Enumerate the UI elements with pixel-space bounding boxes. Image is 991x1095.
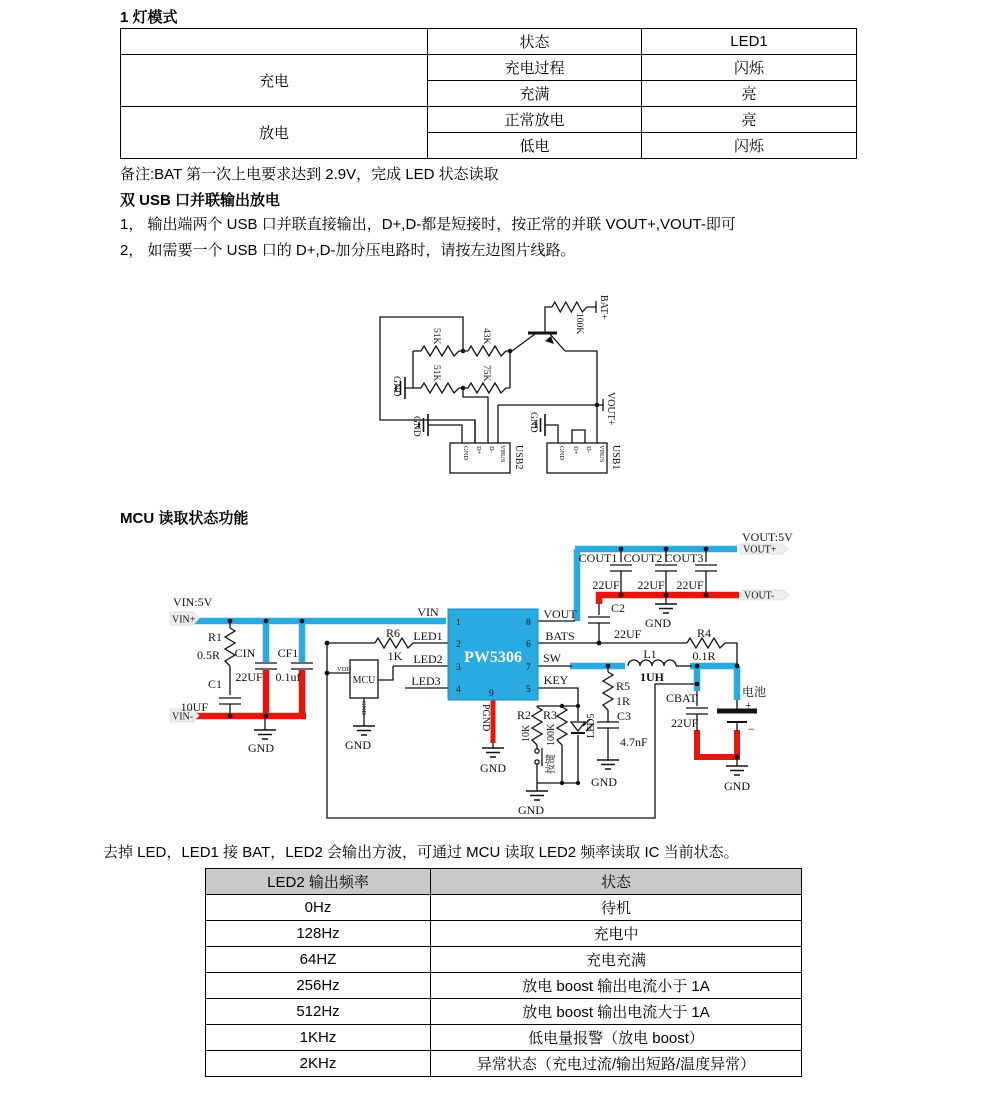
gnd-label: GND [528,412,538,433]
gnd-label: GND [724,779,750,793]
pw5306-schematic [0,525,991,837]
table-header-cell: LED2 输出频率 [206,869,431,895]
led2-label: LED2 [413,652,443,666]
r1-value: 0.5R [196,648,220,662]
table-cell: 闪烁 [642,133,857,159]
vout-pin-label: VOUT [543,607,577,621]
gnd-label: GND [391,376,401,397]
l1-value: 1UH [640,670,664,684]
cout2-label: COUT2 [623,551,663,565]
r5-label: R5 [616,679,631,693]
table-cell: 1KHz [206,1025,431,1051]
vout-plus-label: VOUT+ [605,392,616,426]
c3-label: C3 [617,709,632,723]
table-cell: 128Hz [206,921,431,947]
cbat-label: CBAT [666,691,697,705]
gnd-label: GND [480,761,506,775]
table-cell: 64HZ [206,947,431,973]
gnd-label: GND [411,416,421,437]
r2-label: R2 [516,708,531,722]
mcu-label: MCU [352,675,376,686]
cout1-value: 22UF [592,578,620,592]
table-cell: 亮 [642,107,857,133]
page-title: 1 灯模式 [120,9,178,26]
table-cell: 低电 [428,133,642,159]
table-row [206,999,802,1025]
pin-number: 3 [456,663,461,673]
led5-label: LED5 [586,713,597,738]
battery-label: 电池 [742,685,767,699]
pin-label: D- [585,446,592,453]
vin5v-label: VIN:5V [173,595,213,609]
table-row [206,973,802,999]
pin-label: VBUS [598,445,605,463]
cin-value: 22UF [235,670,263,684]
table-cell: 亮 [642,81,857,107]
pin-number: 1 [456,618,461,628]
table-cell: 充满 [428,81,642,107]
bats-label: BATS [545,629,575,643]
table-cell: 放电 boost 输出电流小于 1A [431,973,802,999]
list-item: 2， 如需要一个 USB 口的 D+,D-加分压电路时，请按左边图片线路。 [120,242,576,259]
mcu-gnd-label: GND [360,701,367,716]
table-cell: 2KHz [206,1051,431,1077]
cf1-value: 0.1uf [275,670,301,684]
r3-value: 100K [546,723,557,746]
r4-value: 0.1R [692,649,716,663]
table-cell: LED1 [642,29,857,55]
r3-label: R3 [542,708,557,722]
table-cell: 放电 boost 输出电流大于 1A [431,999,802,1025]
pin-label: D+ [475,446,482,455]
led3-label: LED3 [411,674,441,688]
pin-number: 6 [526,640,531,650]
cout2-value: 22UF [637,578,665,592]
vinp-label: VIN+ [172,614,196,626]
led-mode-table [120,28,857,159]
usb2-label: USB2 [513,445,524,470]
c3-value: 4.7nF [620,735,648,749]
l1-label: L1 [643,647,657,661]
table-row [121,29,857,55]
resistor-value: 100K [574,313,584,335]
usb-divider-schematic [370,285,650,495]
pin-number: 4 [456,685,461,695]
cf1-label: CF1 [277,646,299,660]
mcu-read-paragraph: 去掉 LED，LED1 接 BAT，LED2 会输出方波，可通过 MCU 读取 LED2 频率读取 IC 当前状态。 [103,844,739,861]
cout3-value: 22UF [676,578,704,592]
battery-plus: + [745,698,752,712]
battery-minus: − [748,722,755,736]
pin-number: 5 [526,685,531,695]
pin-number: 7 [526,663,531,673]
gnd-label: GND [591,775,617,789]
r6-value: 1K [387,649,403,663]
table-cell: 512Hz [206,999,431,1025]
table-row [206,1025,802,1051]
gnd-label: GND [345,738,371,752]
table-cell: 待机 [431,895,802,921]
table-cell: 充电中 [431,921,802,947]
resistor-value: 75K [481,365,491,382]
table-row [206,895,802,921]
table-cell: 充电 [121,55,428,107]
table-cell: 256Hz [206,973,431,999]
resistor-value: 43K [481,328,491,345]
note-text: 备注:BAT 第一次上电要求达到 2.9V，完成 LED 状态读取 [120,166,499,183]
table-row [206,921,802,947]
c1-value: 10UF [180,700,208,714]
table-row [121,55,857,81]
section-title-usb: 双 USB 口并联输出放电 [120,192,281,209]
ic-name: PW5306 [464,649,522,666]
table-cell: 低电量报警（放电 boost） [431,1025,802,1051]
r2-value: 10K [521,724,532,742]
vinm-label: VIN- [172,711,194,723]
table-row [206,947,802,973]
c2-value: 22UF [614,627,642,641]
bat-plus-label: BAT+ [598,295,609,320]
table-cell: 异常状态（充电过流/输出短路/温度异常） [431,1051,802,1077]
vin-net-label: VIN [417,605,439,619]
table-cell: 充电过程 [428,55,642,81]
list-item: 1， 输出端两个 USB 口并联直接输出，D+,D-都是短接时，按正常的并联 VOUT+,VOUT-即可 [120,216,736,233]
table-cell: 充电充满 [431,947,802,973]
table-row [121,107,857,133]
resistor-value: 51K [431,365,441,382]
pin-label: GND [558,446,565,461]
table-cell [121,29,428,55]
led2-frequency-table [205,868,802,1077]
section-title-mcu: MCU 读取状态功能 [120,510,249,527]
pin-label: GND [462,446,469,461]
table-cell: 0Hz [206,895,431,921]
r6-label: R6 [385,626,401,640]
cout3-label: COUT3 [664,551,704,565]
table-cell: 闪烁 [642,55,857,81]
button-label: 按键 [546,754,557,774]
pin-label: D- [488,446,495,453]
gnd-label: GND [518,803,544,817]
r5-value: 1R [616,694,631,708]
pin-number: 2 [456,640,461,650]
vout5v-label: VOUT:5V [742,530,793,544]
c1-label: C1 [207,677,222,691]
voutp-label: VOUT+ [743,544,777,556]
r4-label: R4 [696,626,712,640]
pgnd-label: PGND [480,704,491,732]
cout1-label: COUT1 [578,551,618,565]
pin-number: 9 [489,689,494,699]
pin-label: D+ [572,446,579,455]
led1-label: LED1 [413,629,443,643]
cin-label: CIN [234,646,256,660]
table-header-row [206,869,802,895]
gnd-label: GND [645,616,671,630]
gnd-label: GND [248,741,274,755]
cbat-value: 22UF [671,716,699,730]
resistor-value: 51K [431,328,441,345]
voutm-label: VOUT- [744,590,775,602]
table-cell: 状态 [428,29,642,55]
table-header-cell: 状态 [431,869,802,895]
pin-label: VBUS [499,445,506,463]
table-cell: 正常放电 [428,107,642,133]
table-cell: 放电 [121,107,428,159]
pin-number: 8 [526,618,531,628]
table-row [206,1051,802,1077]
usb1-label: USB1 [610,445,621,470]
vdd-label: VDD [337,666,352,673]
key-label: KEY [543,673,569,687]
c2-label: C2 [611,601,626,615]
sw-label: SW [543,651,561,665]
r1-label: R1 [207,630,222,644]
